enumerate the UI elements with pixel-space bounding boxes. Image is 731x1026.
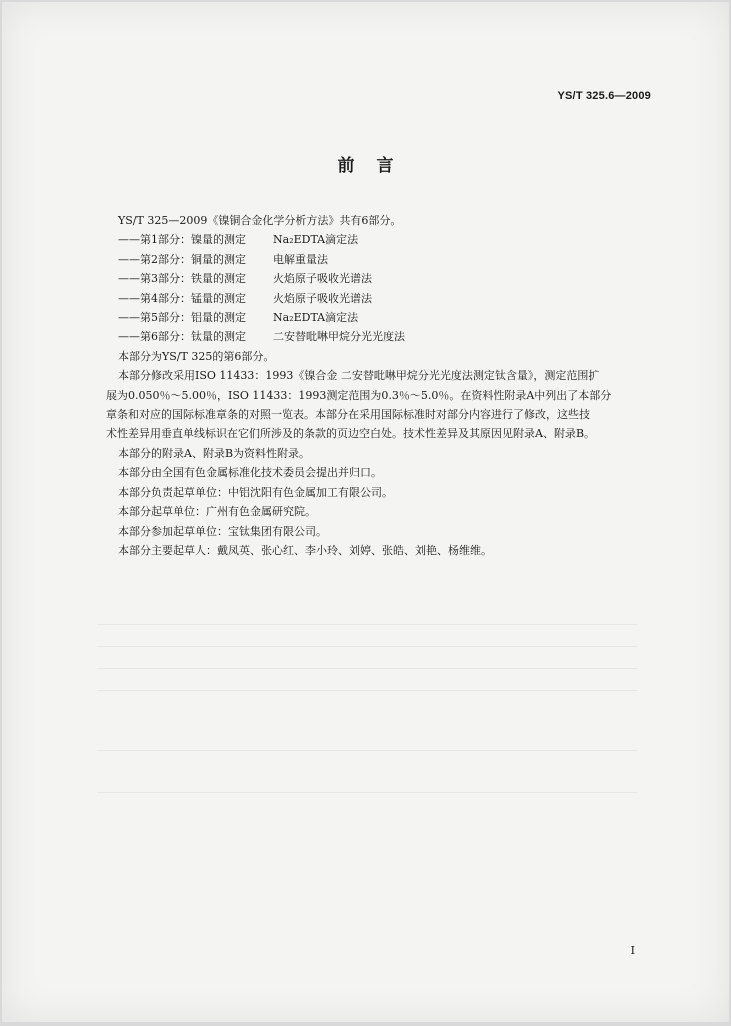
part-item-method: 电解重量法 [273,252,328,266]
part-item-4 [118,289,663,308]
bleed-through-line [97,792,637,793]
bleed-through-line [97,690,637,691]
foreword-body [106,211,663,560]
part-item-method: 火焰原子吸收光谱法 [273,272,372,286]
statement-drafter: 本部分起草单位：广州有色金属研究院。 [118,505,316,519]
statement-responsible-drafter: 本部分负责起草单位：中铝沈阳有色金属加工有限公司。 [118,485,393,499]
part-item-method: Na₂EDTA滴定法 [273,311,359,325]
page-title: 前言 [337,156,416,176]
part-item-label: ——第4部分：锰量的测定 [118,291,246,305]
statement-authors: 本部分主要起草人：戴凤英、张心红、李小玲、刘婷、张皓、刘艳、杨维维。 [118,543,492,557]
part-item-2 [118,250,663,269]
part-item-1 [118,230,663,249]
page-number: I [630,944,635,957]
bleed-through-line [97,624,637,625]
part-item-method: 二安替吡啉甲烷分光光度法 [273,330,405,344]
part-item-3 [118,269,663,288]
part-item-label: ——第6部分：钛量的测定 [118,330,246,344]
part-item-label: ——第2部分：铜量的测定 [118,252,246,266]
part-statement: 本部分为YS/T 325的第6部分。 [118,349,275,363]
part-item-method: Na₂EDTA滴定法 [273,233,359,247]
intro-line: YS/T 325—2009《镍铜合金化学分析方法》共有6部分。 [118,214,402,227]
document-page [2,2,729,1022]
standard-number: YS/T 325.6—2009 [557,90,651,102]
modification-line-2: 展为0.050％～5.00％，ISO 11433：1993测定范围为0.3％～5.0％。在资料性附录A中列出了本部分 [106,388,612,402]
part-item-label: ——第5部分：铝量的测定 [118,311,246,325]
statement-annex: 本部分的附录A、附录B为资料性附录。 [118,446,311,460]
statement-proposer: 本部分由全国有色金属标准化技术委员会提出并归口。 [118,466,382,480]
bleed-through-line [97,750,637,751]
bleed-through-line [97,646,637,647]
part-item-6 [118,327,663,346]
part-item-5 [118,308,663,327]
part-item-method: 火焰原子吸收光谱法 [273,291,372,305]
part-item-label: ——第3部分：铁量的测定 [118,272,246,286]
modification-line-4: 术性差异用垂直单线标识在它们所涉及的条款的页边空白处。技术性差异及其原因见附录A、附录B。 [106,427,596,441]
modification-line-3: 章条和对应的国际标准章条的对照一览表。本部分在采用国际标准时对部分内容进行了修改，这些技 [106,408,590,422]
modification-line-1: 本部分修改采用ISO 11433：1993《镍合金 二安替吡啉甲烷分光光度法测定钛含量》，测定范围扩 [118,369,600,383]
bleed-through-line [97,668,637,669]
statement-participant: 本部分参加起草单位：宝钛集团有限公司。 [118,524,327,538]
part-item-label: ——第1部分：镍量的测定 [118,233,246,247]
